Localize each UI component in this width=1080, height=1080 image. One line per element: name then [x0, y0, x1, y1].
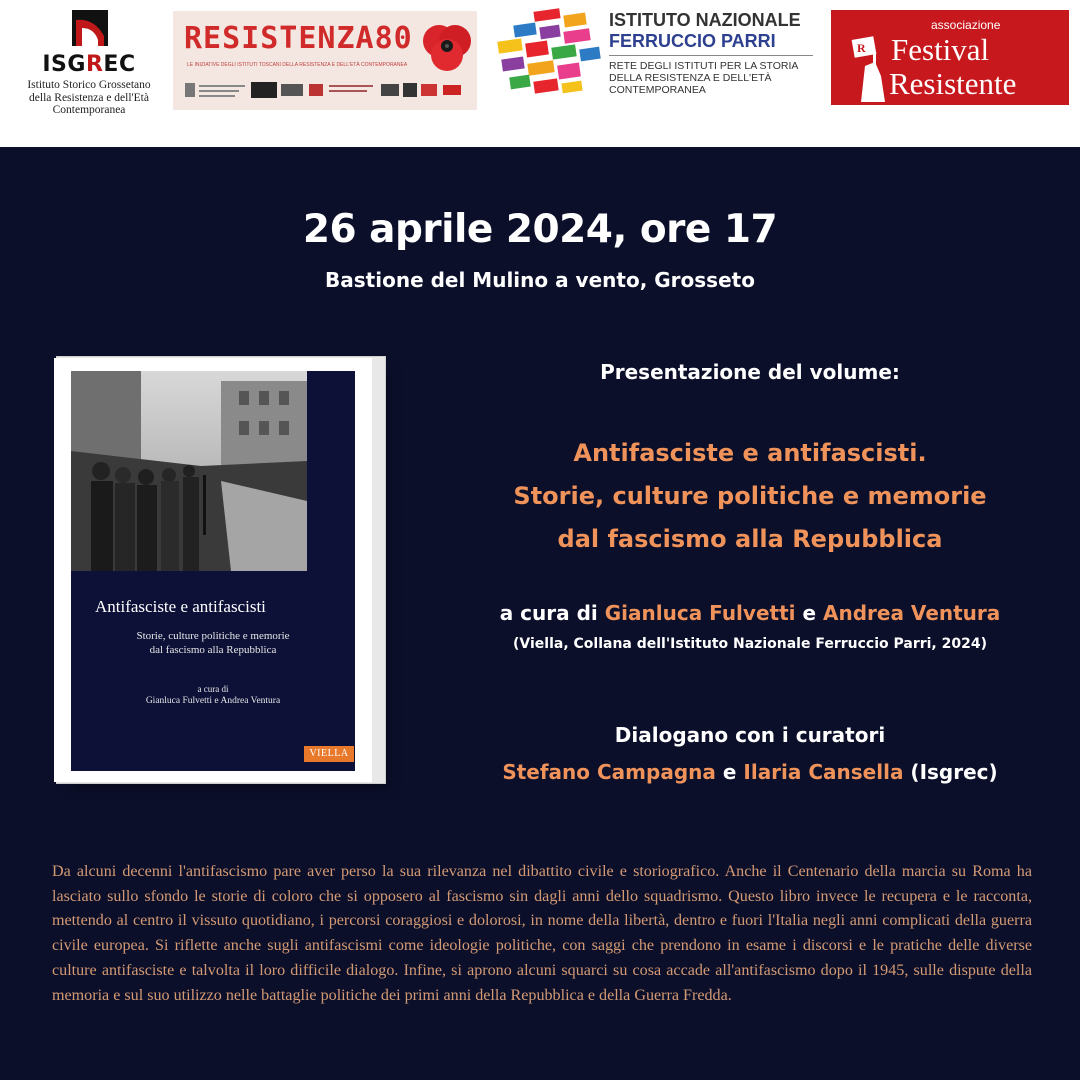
event-date: 26 aprile 2024, ore 17: [302, 207, 778, 252]
isgrec-name: ISGREC: [42, 52, 136, 77]
presentation-intro: Presentazione del volume:: [600, 360, 900, 384]
book-cover-inner: [71, 371, 355, 771]
mosaic-icon: [494, 8, 604, 103]
book-cover-subtitle-line1: Storie, culture politiche e memorie: [136, 630, 290, 642]
svg-text:R: R: [857, 41, 866, 55]
book-cover: [54, 358, 372, 782]
speakers-and: e: [722, 760, 737, 784]
book-cover-cura: a cura di: [197, 684, 229, 694]
event-place: Bastione del Mulino a vento, Grosseto: [325, 268, 755, 292]
speakers-line: [440, 760, 1060, 784]
curator-name: Andrea Ventura: [823, 601, 1001, 625]
festival-title-line2: Resistente: [889, 66, 1017, 101]
curators-prefix: a cura di: [499, 601, 598, 625]
book-description: Da alcuni decenni l'antifascismo pare aver perso la sua rilevanza nel dibattito civile e storiografico. Anche il Centenario della marcia su Roma ha lasciato sullo sfondo le storie di coloro che si opposero al fascismo sin dagli anni dello squadrismo. Questo libro invece le recupera e le racconta, mettendo al centro il vissuto quotidiano, i percorsi coraggiosi e dolorosi, in nome della libertà, dentro e fuori l'Italia negli anni complicati della guerra civile europea. Si riflette anche sugli antifascismi come ideologie politiche, con saggi che prendono in esame i discorsi e le pratiche delle diverse culture antifasciste e talvolta il loro difficile dialogo. Infine, si aprono alcuni squarci su cosa accade all'antifascismo dopo il 1945, sulle dispute della memoria e sul suo utilizzo nelle battaglie politiche dei primi anni della Repubblica e della Guerra Fredda.: [52, 863, 1032, 1004]
curator-name: Gianluca Fulvetti: [604, 601, 796, 625]
speaker-name: Stefano Campagna: [502, 760, 716, 784]
book-cover-photo: [71, 371, 307, 571]
book-title: [440, 432, 1060, 561]
resistenza80-logo: [173, 11, 477, 110]
parri-title-line2: FERRUCCIO PARRI: [609, 31, 776, 51]
book-cover-subtitle: [71, 629, 355, 657]
parri-logo: [494, 8, 814, 108]
speaker-name: Ilaria Cansella: [743, 760, 904, 784]
book-cover-publisher: VIELLA: [304, 746, 354, 762]
curators-and: e: [802, 601, 817, 625]
poppy-icon: [419, 19, 475, 75]
parri-tagline: RETE DEGLI ISTITUTI PER LA STORIA DELLA RESISTENZA E DELL'ETÀ CONTEMPORANEA: [609, 60, 798, 96]
dialog-intro: Dialogano con i curatori: [614, 723, 886, 747]
publisher-line: (Viella, Collana dell'Istituto Nazionale Ferruccio Parri, 2024): [513, 636, 987, 652]
festival-resistente-logo: [831, 10, 1069, 105]
book-cover-title: Antifasciste e antifascisti: [95, 597, 266, 616]
resistenza80-title: RESISTENZA80: [184, 21, 413, 56]
logo-header: [0, 0, 1080, 147]
book-cover-authors: Gianluca Fulvetti e Andrea Ventura: [145, 696, 281, 706]
resistenza80-subtitle: LE INIZIATIVE DEGLI ISTITUTI TOSCANI DELLA RESISTENZA E DELL'ETÀ CONTEMPORANEA: [187, 62, 408, 68]
isgrec-subtitle: Istituto Storico Grossetano della Resistenza e dell'Età Contemporanea: [27, 79, 151, 116]
flag-figure-icon: [849, 36, 893, 102]
book-title-line2: Storie, culture politiche e memorie: [513, 482, 987, 510]
book-title-line1: Antifasciste e antifascisti.: [573, 439, 927, 467]
curators-line: [440, 601, 1060, 625]
isgrec-mark-icon: [72, 10, 108, 46]
parri-divider: [609, 55, 813, 56]
festival-association-label: associazione: [931, 18, 1001, 32]
book-title-line3: dal fascismo alla Repubblica: [557, 525, 943, 553]
festival-title-line1: Festival: [891, 32, 990, 67]
partner-logos-strip: [185, 79, 465, 101]
speaker-org: (Isgrec): [910, 760, 998, 784]
isgrec-logo: [22, 10, 162, 120]
parri-title-line1: ISTITUTO NAZIONALE: [609, 10, 801, 30]
book-cover-subtitle-line2: dal fascismo alla Repubblica: [149, 644, 277, 656]
